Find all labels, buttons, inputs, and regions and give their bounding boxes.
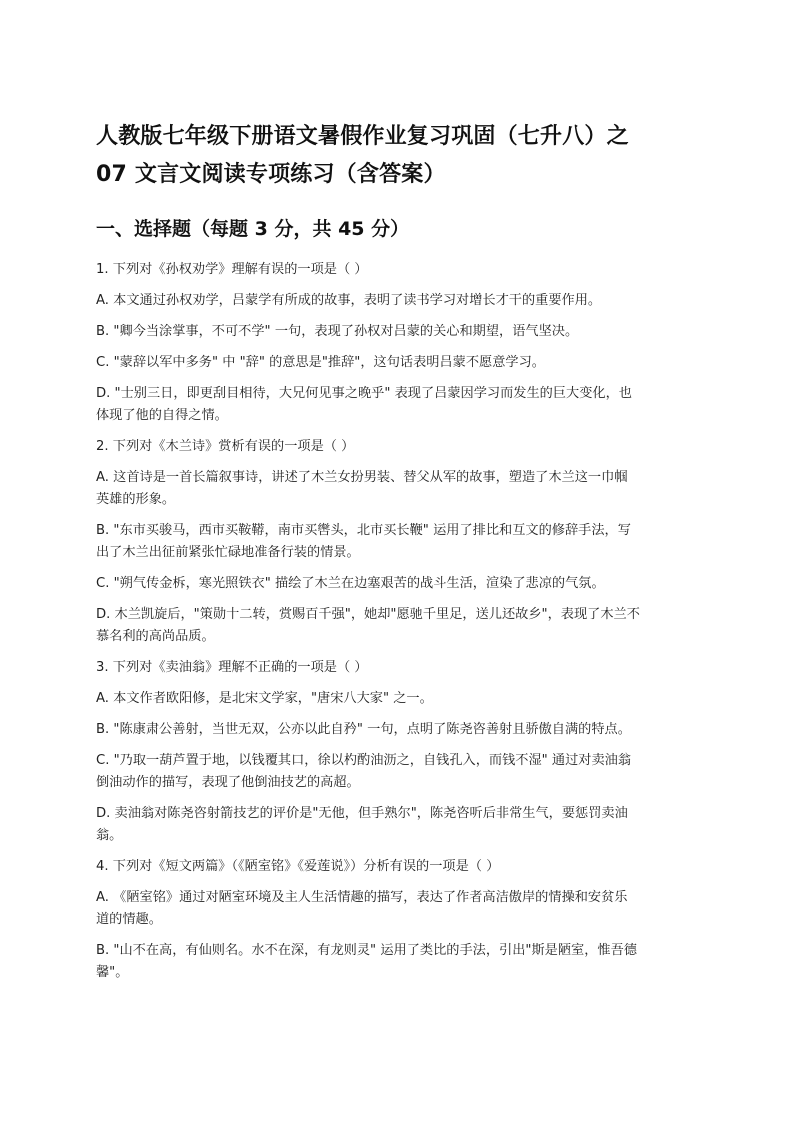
- option-a: [96, 688, 700, 710]
- option-a: [96, 467, 700, 511]
- option-line: 翁。: [96, 828, 123, 843]
- document-title-line-2: 07 文言文阅读专项练习（含答案）: [96, 162, 446, 187]
- question-2: [96, 436, 700, 648]
- option-line: 体现了他的自得之情。: [96, 408, 228, 423]
- option-c: [96, 750, 700, 794]
- option-a: [96, 290, 700, 312]
- option-d: [96, 604, 700, 648]
- option-d: [96, 383, 700, 427]
- option-b: [96, 940, 700, 984]
- option-line: A. 这首诗是一首长篇叙事诗，讲述了木兰女扮男装、替父从军的故事，塑造了木兰这一巾帼: [96, 470, 628, 485]
- option-line: A. 本文作者欧阳修，是北宋文学家，"唐宋八大家" 之一。: [96, 691, 433, 706]
- option-line: B. "东市买骏马，西市买鞍鞯，南市买辔头，北市买长鞭" 运用了排比和互文的修辞手法，写: [96, 523, 631, 538]
- option-line: 英雄的形象。: [96, 492, 176, 507]
- option-line: A. 本文通过孙权劝学，吕蒙学有所成的故事，表明了读书学习对增长才干的重要作用。: [96, 293, 602, 308]
- question-1: [96, 259, 700, 427]
- option-line: C. "蒙辞以军中多务" 中 "辞" 的意思是"推辞"，这句话表明吕蒙不愿意学习。: [96, 355, 545, 370]
- option-line: D. 卖油翁对陈尧咨射箭技艺的评价是"无他，但手熟尔"，陈尧咨听后非常生气，要惩罚卖油: [96, 806, 628, 821]
- option-line: 倒油动作的描写，表现了他倒油技艺的高超。: [96, 775, 360, 790]
- question-stem: 2. 下列对《木兰诗》赏析有误的一项是（ ）: [96, 439, 355, 454]
- option-line: 出了木兰出征前紧张忙碌地准备行装的情景。: [96, 545, 360, 560]
- option-b: [96, 520, 700, 564]
- option-line: D. "士别三日，即更刮目相待，大兄何见事之晚乎" 表现了吕蒙因学习而发生的巨大变化，也: [96, 386, 632, 401]
- option-c: [96, 573, 700, 595]
- document-title-line-1: 人教版七年级下册语文暑假作业复习巩固（七升八）之: [96, 124, 629, 149]
- section-heading: 一、选择题（每题 3 分，共 45 分）: [96, 218, 410, 240]
- question-3: [96, 657, 700, 847]
- option-line: C. "朔气传金柝，寒光照铁衣" 描绘了木兰在边塞艰苦的战斗生活，渲染了悲凉的气氛。: [96, 576, 605, 591]
- question-list: [96, 259, 700, 993]
- question-4: [96, 856, 700, 984]
- question-stem: 4. 下列对《短文两篇》（《陋室铭》《爱莲说》）分析有误的一项是（ ）: [96, 859, 500, 874]
- document-title: [96, 118, 696, 194]
- option-line: B. "卿今当涂掌事，不可不学" 一句，表现了孙权对吕蒙的关心和期望，语气坚决。: [96, 324, 579, 339]
- option-line: B. "山不在高，有仙则名。水不在深，有龙则灵" 运用了类比的手法，引出"斯是陋室，惟吾德: [96, 943, 637, 958]
- option-line: A. 《陋室铭》通过对陋室环境及主人生活情趣的描写，表达了作者高洁傲岸的情操和安贫乐: [96, 890, 628, 905]
- option-line: 慕名利的高尚品质。: [96, 629, 215, 644]
- question-stem: 3. 下列对《卖油翁》理解不正确的一项是（ ）: [96, 660, 368, 675]
- option-d: [96, 803, 700, 847]
- question-stem: 1. 下列对《孙权劝学》理解有误的一项是（ ）: [96, 262, 368, 277]
- option-b: [96, 321, 700, 343]
- option-c: [96, 352, 700, 374]
- option-line: 道的情趣。: [96, 912, 162, 927]
- option-line: 馨"。: [96, 965, 129, 980]
- option-line: C. "乃取一葫芦置于地，以钱覆其口，徐以杓酌油沥之，自钱孔入，而钱不湿" 通过对卖油翁: [96, 753, 632, 768]
- option-b: [96, 719, 700, 741]
- option-line: B. "陈康肃公善射，当世无双，公亦以此自矜" 一句，点明了陈尧咨善射且骄傲自满的特点。: [96, 722, 631, 737]
- option-a: [96, 887, 700, 931]
- option-line: D. 木兰凯旋后，"策勋十二转，赏赐百千强"，她却"愿驰千里足，送儿还故乡"，表现了木兰不: [96, 607, 640, 622]
